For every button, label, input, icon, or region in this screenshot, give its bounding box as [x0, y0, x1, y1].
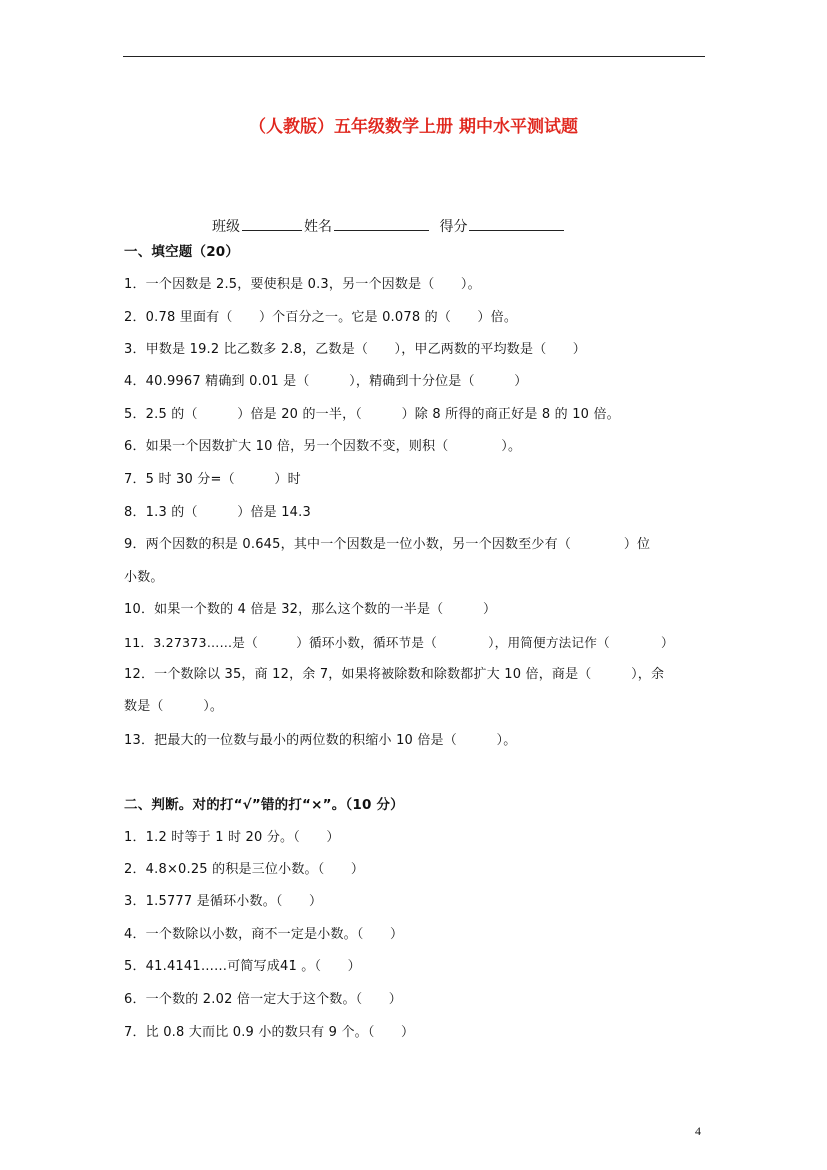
class-label: 班级	[212, 219, 240, 235]
s1-question-6: 6．如果一个因数扩大 10 倍，另一个因数不变，则积（ ）。	[124, 439, 522, 454]
s1-question-2: 2．0.78 里面有（ ）个百分之一。它是 0.078 的（ ）倍。	[124, 310, 518, 325]
student-info-row	[212, 216, 566, 236]
s1-question-10: 10．如果一个数的 4 倍是 32，那么这个数的一半是（ ）	[124, 602, 497, 617]
section2-heading: 二、判断。对的打“√”错的打“×”。（10 分）	[124, 797, 404, 813]
score-label: 得分	[439, 219, 468, 235]
name-blank	[334, 216, 429, 231]
s1-question-12-cont: 数是（ ）。	[124, 699, 224, 714]
s1-question-11: 11．3.27373……是（ ）循环小数，循环节是（ ），用简便方法记作（ ）	[124, 635, 674, 650]
s1-question-1: 1．一个因数是 2.5，要使积是 0.3，另一个因数是（ ）。	[124, 277, 481, 292]
s1-question-3: 3．甲数是 19.2 比乙数多 2.8，乙数是（ ），甲乙两数的平均数是（ ）	[124, 342, 586, 357]
s2-item-3: 3．1.5777 是循环小数。（ ）	[124, 894, 323, 909]
s1-question-4: 4．40.9967 精确到 0.01 是（ ），精确到十分位是（ ）	[124, 374, 528, 389]
s2-item-4: 4．一个数除以小数，商不一定是小数。（ ）	[124, 927, 404, 942]
score-blank	[469, 216, 564, 231]
page-number: 4	[695, 1124, 701, 1138]
s2-item-5: 5．41.4141……可简写成4̇1̇ 。（ ）	[124, 959, 361, 974]
s1-question-8: 8．1.3 的（ ）倍是 14.3	[124, 505, 311, 520]
class-blank	[242, 216, 302, 231]
header-rule	[123, 56, 705, 57]
s1-question-13: 13．把最大的一位数与最小的两位数的积缩小 10 倍是（ ）。	[124, 733, 517, 748]
s2-item-1: 1．1.2 时等于 1 时 20 分。（ ）	[124, 830, 340, 845]
s2-item-2: 2．4.8×0.25 的积是三位小数。（ ）	[124, 862, 365, 877]
s1-question-12: 12．一个数除以 35，商 12，余 7，如果将被除数和除数都扩大 10 倍，商是（ ），余	[124, 667, 665, 682]
s2-item-6: 6．一个数的 2.02 倍一定大于这个数。（ ）	[124, 992, 402, 1007]
s1-question-9: 9．两个因数的积是 0.645，其中一个因数是一位小数，另一个因数至少有（ ）位	[124, 537, 651, 552]
s1-question-9-cont: 小数。	[124, 570, 164, 585]
s1-question-7: 7．5 时 30 分=（ ）时	[124, 472, 301, 487]
s2-item-7: 7．比 0.8 大而比 0.9 小的数只有 9 个。（ ）	[124, 1025, 415, 1040]
s1-question-5: 5．2.5 的（ ）倍是 20 的一半，（ ）除 8 所得的商正好是 8 的 10 倍。	[124, 407, 620, 422]
page-title: （人教版）五年级数学上册 期中水平测试题	[249, 117, 578, 137]
section1-heading: 一、填空题（20）	[124, 244, 240, 260]
name-label: 姓名	[304, 219, 332, 235]
